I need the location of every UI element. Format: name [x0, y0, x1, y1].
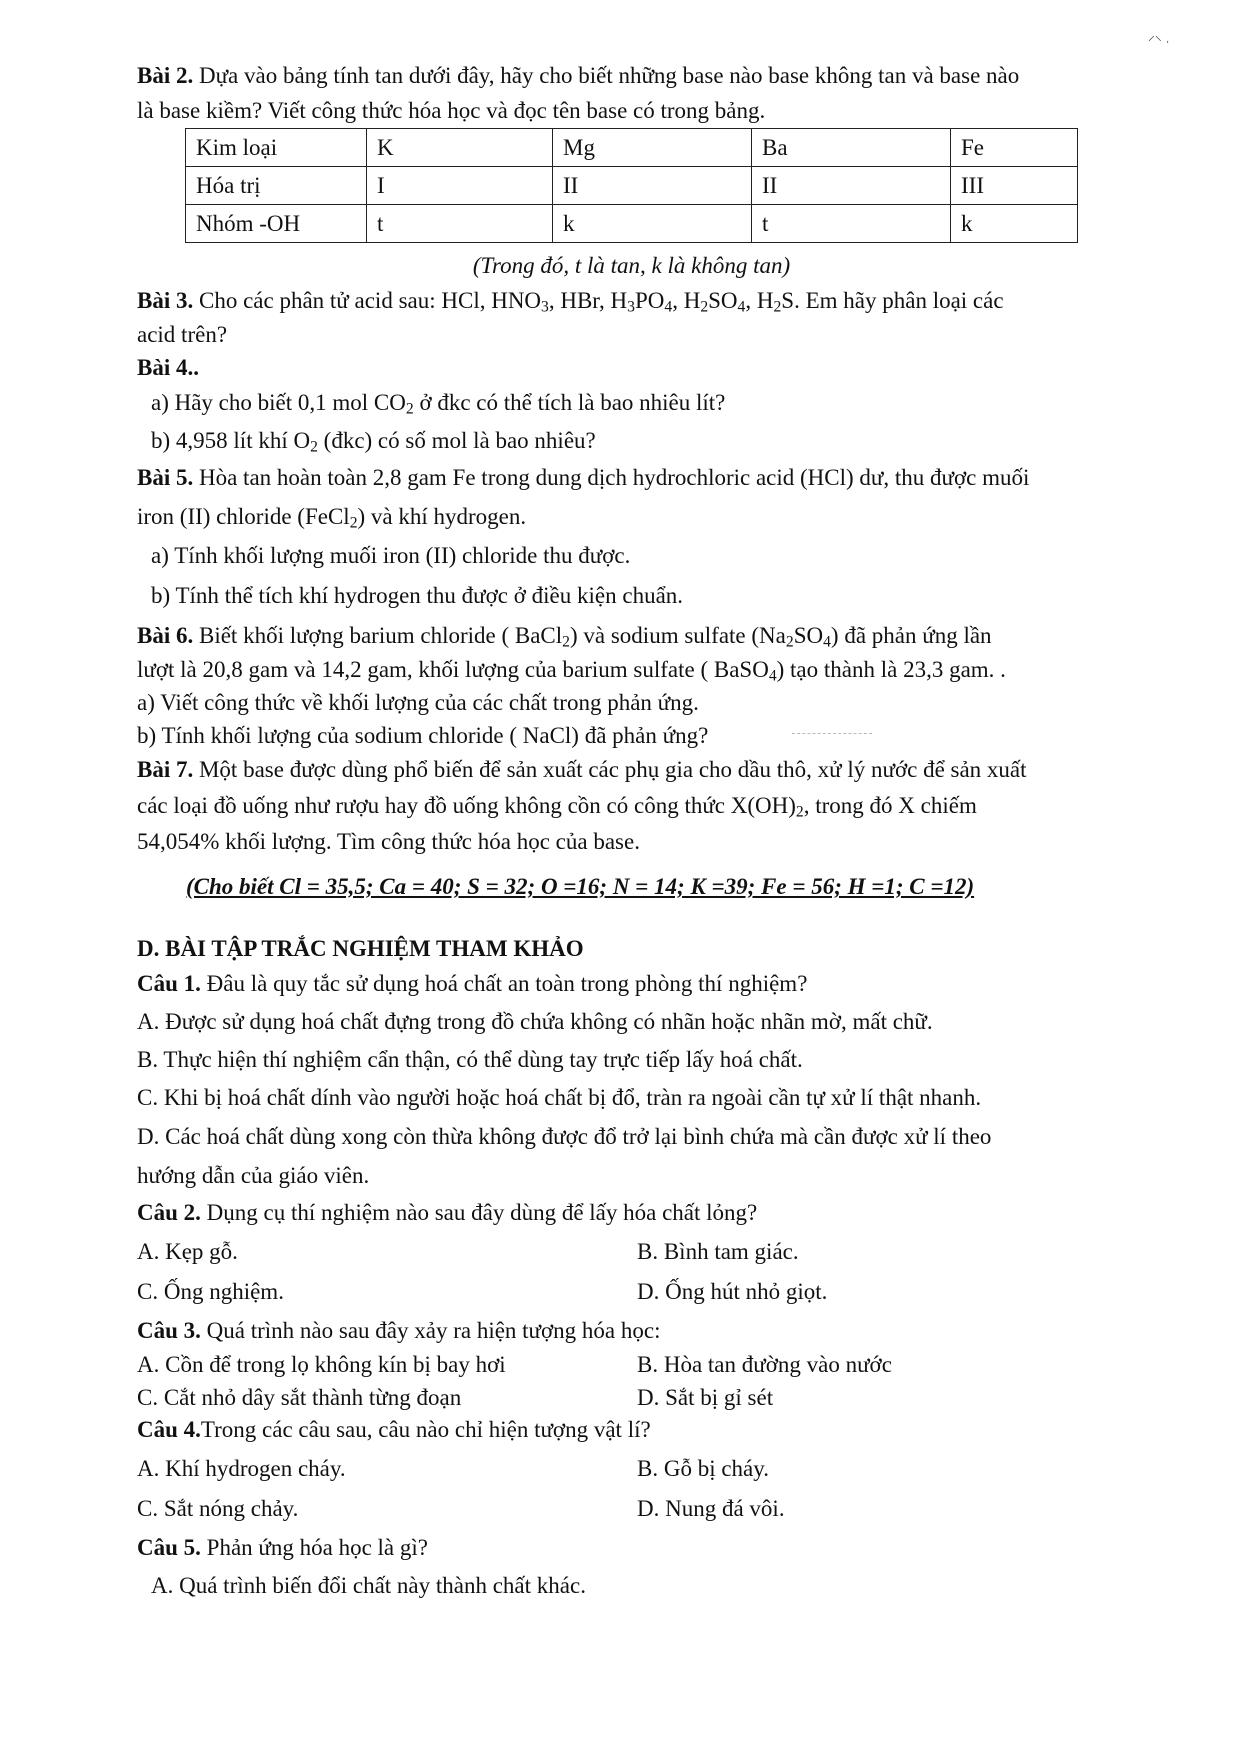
table-cell: III [951, 167, 1078, 205]
cau4-option-b: B. Gỗ bị cháy. [637, 1456, 770, 1481]
bai4-a: a) Hãy cho biết 0,1 mol $CO_2$ ở đkc có thể tích là bao nhiêu lít? [151, 390, 726, 418]
cau2-option-c: C. Ống nghiệm. [137, 1279, 284, 1304]
cau3-option-d: D. Sắt bị gỉ sét [637, 1385, 774, 1410]
table-cell: II [553, 167, 752, 205]
cau5-option-a: A. Quá trình biến đổi chất này thành chất khác. [151, 1573, 586, 1598]
table-cell: t [752, 205, 951, 243]
scan-mark: ⸝⸜ ˌ [1147, 29, 1170, 44]
cau3-option-a: A. Cồn để trong lọ không kín bị bay hơi [137, 1352, 506, 1377]
cau4-question: Câu 4.Trong các câu sau, câu nào chỉ hiện tượng vật lí? [137, 1417, 651, 1442]
table-cell: Ba [752, 129, 951, 167]
table-row [186, 205, 1078, 243]
cau1-option-a: A. Được sử dụng hoá chất đựng trong đồ chứa không có nhãn hoặc nhãn mờ, mất chữ. [137, 1009, 933, 1034]
section-d-heading: D. BÀI TẬP TRẮC NGHIỆM THAM KHẢO [137, 936, 584, 961]
cau1-option-c: C. Khi bị hoá chất dính vào người hoặc hoá chất bị đổ, tràn ra ngoài cần tự xử lí thật nhanh. [137, 1085, 982, 1110]
table-cell: k [951, 205, 1078, 243]
cau4-option-d: D. Nung đá vôi. [637, 1496, 785, 1521]
bai5-label: Bài 5. [137, 465, 194, 490]
cau3-option-c: C. Cắt nhỏ dây sắt thành từng đoạn [137, 1385, 462, 1410]
bai2-line2: là base kiềm? Viết công thức hóa học và đọc tên base có trong bảng. [137, 98, 766, 123]
bai3-line1: Bài 3. Cho các phân tử acid sau: HCl, $HNO_3$, HBr, $H_3PO_4$, $H_2SO_4$, $H_2S$. Em hãy phân loại các [137, 288, 1004, 316]
bai6-label: Bài 6. [137, 623, 194, 648]
cau1-option-d-cont: hướng dẫn của giáo viên. [137, 1163, 370, 1188]
table-row [186, 167, 1078, 205]
cau5-label: Câu 5. [137, 1535, 201, 1560]
cau1-option-b: B. Thực hiện thí nghiệm cẩn thận, có thể dùng tay trực tiếp lấy hoá chất. [137, 1047, 803, 1072]
table-cell: Kim loại [186, 129, 367, 167]
bai2-line1: Bài 2. Dựa vào bảng tính tan dưới đây, hãy cho biết những base nào base không tan và base nào [137, 63, 1020, 88]
cau1-question: Câu 1. Đâu là quy tắc sử dụng hoá chất an toàn trong phòng thí nghiệm? [137, 971, 808, 996]
cau1-option-d: D. Các hoá chất dùng xong còn thừa không được đổ trở lại bình chứa mà cần được xử lí theo [137, 1124, 992, 1149]
solubility-table [185, 128, 1078, 243]
cau2-label: Câu 2. [137, 1200, 201, 1225]
cau4-option-a: A. Khí hydrogen cháy. [137, 1456, 346, 1481]
cau4-label: Câu 4. [137, 1417, 201, 1442]
bai6-a: a) Viết công thức về khối lượng của các chất trong phản ứng. [137, 690, 699, 715]
table-cell: I [367, 167, 553, 205]
table-cell: k [553, 205, 752, 243]
table-note: (Trong đó, t là tan, k là không tan) [472, 253, 791, 278]
bai6-line2: lượt là 20,8 gam và 14,2 gam, khối lượng của barium sulfate ( BaSO$_4$) tạo thành là 23,3 gam. . [137, 657, 1006, 685]
table-cell: Nhóm -OH [186, 205, 367, 243]
cau1-label: Câu 1. [137, 971, 201, 996]
bai6-line1: Bài 6. Biết khối lượng barium chloride ( BaCl$_2$) và sodium sulfate $(Na_2SO_4)$ đã phản ứng lần [137, 623, 992, 651]
cau2-option-d: D. Ống hút nhỏ giọt. [637, 1279, 828, 1304]
cau2-option-a: A. Kẹp gỗ. [137, 1239, 238, 1264]
bai7-line3: 54,054% khối lượng. Tìm công thức hóa học của base. [137, 829, 640, 854]
table-cell: K [367, 129, 553, 167]
bai5-a: a) Tính khối lượng muối iron (II) chloride thu được. [151, 543, 631, 568]
cau3-label: Câu 3. [137, 1318, 201, 1343]
bai4-b: b) 4,958 lít khí $O_2$ (đkc) có số mol là bao nhiêu? [151, 428, 596, 456]
table-cell: Fe [951, 129, 1078, 167]
cau5-question: Câu 5. Phản ứng hóa học là gì? [137, 1535, 428, 1560]
bai2-label: Bài 2. [137, 63, 194, 88]
bai7-line2: các loại đồ uống như rượu hay đồ uống không cồn có công thức $X(OH)_2$, trong đó X chiếm [137, 793, 977, 821]
cau4-option-c: C. Sắt nóng chảy. [137, 1496, 299, 1521]
cau3-option-b: B. Hòa tan đường vào nước [637, 1352, 892, 1377]
cau2-option-b: B. Bình tam giác. [637, 1239, 799, 1264]
bai3-line2: acid trên? [137, 322, 228, 347]
bai5-line1: Bài 5. Hòa tan hoàn toàn 2,8 gam Fe trong dung dịch hydrochloric acid (HCl) dư, thu được muối [137, 465, 1030, 490]
cau3-question: Câu 3. Quá trình nào sau đây xảy ra hiện tượng hóa học: [137, 1318, 661, 1343]
bai5-b: b) Tính thể tích khí hydrogen thu được ở điều kiện chuẩn. [151, 583, 684, 608]
bai3-label: Bài 3. [137, 288, 194, 313]
bai4-label: Bài 4.. [137, 355, 199, 380]
bai7-line1: Bài 7. Một base được dùng phổ biến để sản xuất các phụ gia cho dầu thô, xử lý nước để sản xuất [137, 757, 1027, 782]
bai6-b: b) Tính khối lượng của sodium chloride ( NaCl) đã phản ứng? [137, 723, 709, 748]
atomic-masses-note: (Cho biết Cl = 35,5; Ca = 40; S = 32; O =16; N = 14; K =39; Fe = 56; H =1; C =12) [186, 874, 975, 899]
table-cell: II [752, 167, 951, 205]
bai7-label: Bài 7. [137, 757, 194, 782]
table-row [186, 129, 1078, 167]
bai5-line2: iron (II) chloride (FeCl$_2$) và khí hydrogen. [137, 504, 527, 532]
table-cell: t [367, 205, 553, 243]
table-cell: Mg [553, 129, 752, 167]
cau2-question: Câu 2. Dụng cụ thí nghiệm nào sau đây dùng để lấy hóa chất lỏng? [137, 1200, 758, 1225]
dotted-line [792, 733, 872, 734]
table-cell: Hóa trị [186, 167, 367, 205]
